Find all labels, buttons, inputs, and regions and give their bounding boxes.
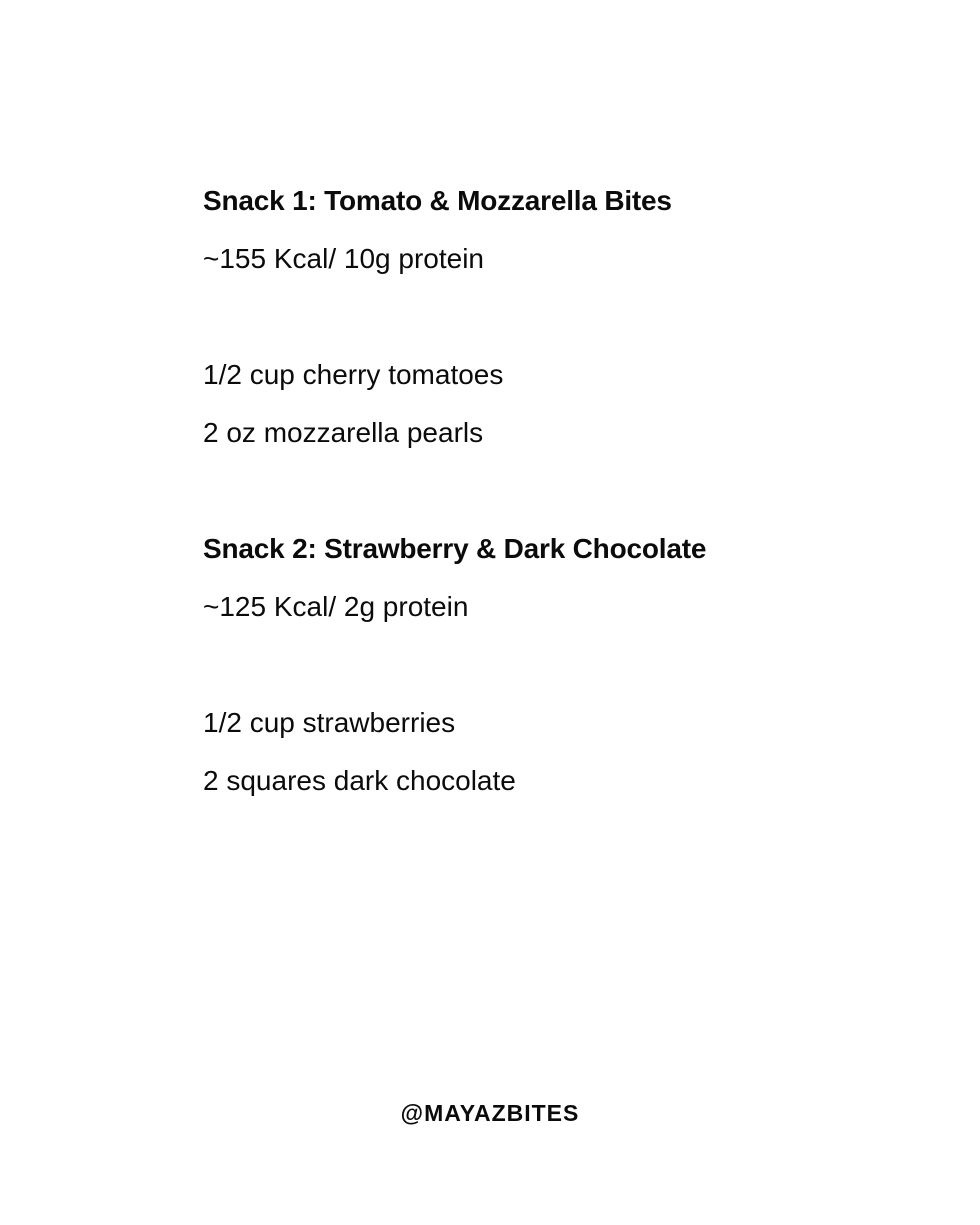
snack-2-ingredient-2: 2 squares dark chocolate xyxy=(203,765,516,796)
snack-1-ingredient-1: 1/2 cup cherry tomatoes xyxy=(203,359,504,390)
snack-2-ingredient-1: 1/2 cup strawberries xyxy=(203,707,456,738)
snack-1-ingredient-2: 2 oz mozzarella pearls xyxy=(203,417,484,448)
snack-1 xyxy=(203,184,903,450)
snack-2-nutrition: ~125 Kcal/ 2g protein xyxy=(203,591,469,622)
footer-handle: @MAYAZBITES xyxy=(400,1100,580,1126)
snack-2-title: Snack 2: Strawberry & Dark Chocolate xyxy=(203,533,707,564)
snack-1-title: Snack 1: Tomato & Mozzarella Bites xyxy=(203,185,672,216)
snack-1-nutrition: ~155 Kcal/ 10g protein xyxy=(203,243,484,274)
snack-2 xyxy=(203,532,903,798)
snack-list xyxy=(203,184,903,798)
